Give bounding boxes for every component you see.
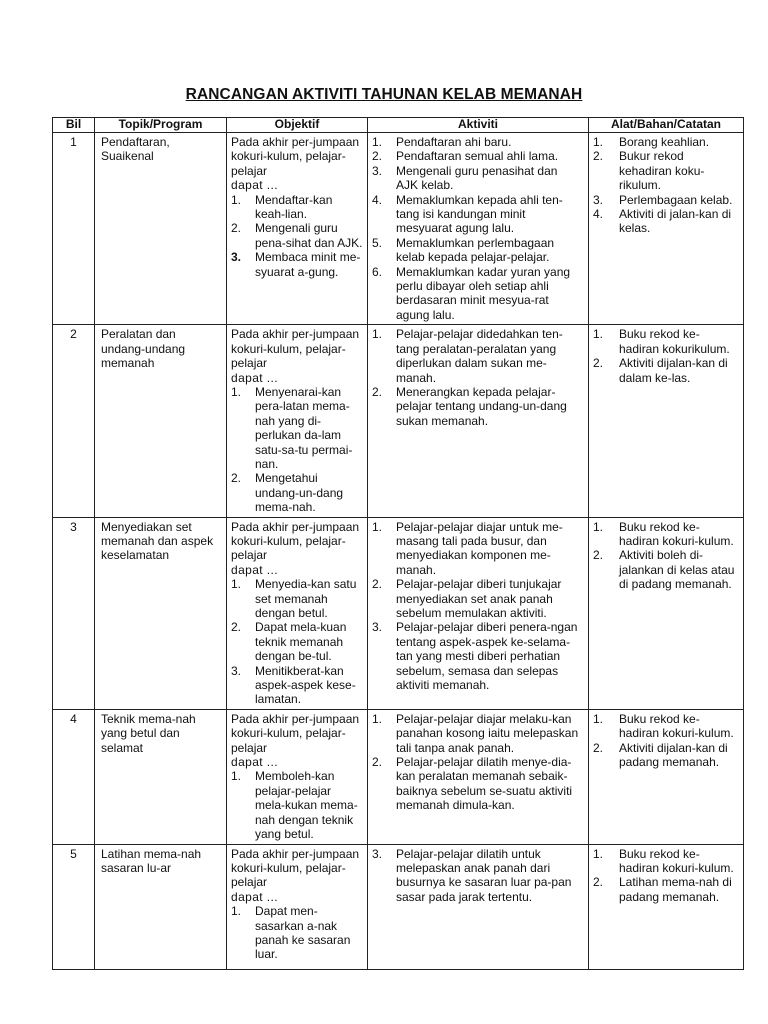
aktiviti-list xyxy=(372,847,582,905)
item-text: Buku rekod ke-hadiran kokuri-kulum. xyxy=(619,711,734,741)
item-text: Dapat men-sasarkan a-nak panah ke sasaran luar. xyxy=(255,904,351,962)
alat-list xyxy=(593,135,739,236)
objective-dapat: dapat ... xyxy=(231,755,278,770)
activity-item xyxy=(372,712,582,755)
item-text: Membaca minit me-syuarat a-gung. xyxy=(255,250,361,279)
item-text: Dapat mela-kuan teknik memanah dengan be-tul. xyxy=(255,620,347,664)
table-row xyxy=(53,325,744,517)
table-header-row xyxy=(53,118,744,133)
item-number: 3. xyxy=(372,846,383,861)
topic-cell: Peralatan dan undang-undang memanah xyxy=(95,325,227,517)
materials-item xyxy=(593,847,739,876)
materials-item xyxy=(593,207,739,236)
item-text: Aktiviti di jalan-kan di kelas. xyxy=(619,207,732,236)
item-text: Mengenali guru penasihat dan AJK kelab. xyxy=(396,163,558,193)
objective-item xyxy=(231,664,363,707)
row-number: 5 xyxy=(53,844,95,969)
item-number: 1. xyxy=(593,135,604,149)
objective-item xyxy=(231,471,363,514)
item-number: 6. xyxy=(372,264,383,279)
item-number: 3. xyxy=(231,250,242,265)
objective-cell xyxy=(227,709,368,844)
item-text: Pelajar-pelajar diberi penera-ngan tentang aspek-aspek ke-selama-tan yang mesti diberi perhatian sebelum, semasa dan selepas aktiviti memanah. xyxy=(396,620,578,693)
item-text: Bukur rekod kehadiran koku-rikulum. xyxy=(619,149,705,193)
item-number: 1. xyxy=(372,519,383,534)
topic-cell: Latihan mema-nah sasaran lu-ar xyxy=(95,844,227,969)
topic-cell: Menyediakan set memanah dan aspek keselamatan xyxy=(95,517,227,709)
item-text: Buku rekod ke-hadiran kokurikulum. xyxy=(619,327,730,356)
item-number: 2. xyxy=(593,356,604,371)
item-number: 1. xyxy=(593,519,604,534)
activity-item xyxy=(372,620,582,692)
materials-cell xyxy=(589,709,744,844)
item-number: 1. xyxy=(231,904,242,919)
objektif-list xyxy=(231,193,363,279)
table-row xyxy=(53,709,744,844)
materials-item xyxy=(593,356,739,385)
item-text: Menerangkan kepada pelajar-pelajar tentang undang-un-dang sukan memanah. xyxy=(396,384,567,428)
item-text: Pendaftaran semual ahli lama. xyxy=(396,149,559,164)
aktiviti-list xyxy=(372,135,582,322)
row-number: 4 xyxy=(53,709,95,844)
item-number: 1. xyxy=(231,192,242,207)
item-number: 1. xyxy=(231,769,242,784)
row-number: 1 xyxy=(53,133,95,325)
objective-item xyxy=(231,620,363,663)
materials-item xyxy=(593,875,739,904)
topic-cell: Pendaftaran, Suaikenal xyxy=(95,133,227,325)
materials-cell xyxy=(589,517,744,709)
item-text: Borang keahlian. xyxy=(619,135,710,149)
item-number: 1. xyxy=(231,577,242,592)
activity-item xyxy=(372,577,582,620)
alat-list xyxy=(593,847,739,905)
item-text: Aktiviti dijalan-kan di padang memanah. xyxy=(619,740,728,770)
objective-intro: Pada akhir per-jumpaan kokuri-kulum, pelajar-pelajar xyxy=(231,135,360,178)
item-number: 1. xyxy=(372,711,383,726)
header-objektif: Objektif xyxy=(227,118,368,133)
item-number: 4. xyxy=(593,207,604,222)
activity-cell xyxy=(368,517,589,709)
item-number: 2. xyxy=(372,577,383,592)
item-text: Memaklumkan kepada ahli ten-tang isi kandungan minit mesyuarat agung lalu. xyxy=(396,192,563,236)
alat-list xyxy=(593,712,739,770)
materials-item xyxy=(593,193,739,207)
activity-item xyxy=(372,193,582,236)
activity-item xyxy=(372,149,582,163)
item-number: 3. xyxy=(372,163,383,178)
item-number: 2. xyxy=(231,221,242,236)
item-text: Pelajar-pelajar didedahkan ten-tang peralatan-peralatan yang diperlukan dalam sukan me-manah. xyxy=(396,327,563,385)
objective-cell xyxy=(227,133,368,325)
materials-item xyxy=(593,135,739,149)
row-number: 2 xyxy=(53,325,95,517)
objective-item xyxy=(231,769,363,841)
item-text: Pelajar-pelajar diberi tunjukajar menyediakan set anak panah sebelum memulakan aktiviti. xyxy=(396,577,562,620)
item-text: Mendaftar-kan keah-lian. xyxy=(255,192,333,222)
document-title: RANCANGAN AKTIVITI TAHUNAN KELAB MEMANAH xyxy=(185,86,583,103)
item-number: 2. xyxy=(372,384,383,399)
item-number: 2. xyxy=(231,620,242,635)
aktiviti-list xyxy=(372,712,582,813)
header-alat: Alat/Bahan/Catatan xyxy=(589,118,744,133)
objective-intro: Pada akhir per-jumpaan kokuri-kulum, pelajar-pelajar xyxy=(231,711,360,755)
activity-item xyxy=(372,755,582,813)
item-text: Menyedia-kan satu set memanah dengan betul. xyxy=(255,577,357,620)
activity-cell xyxy=(368,133,589,325)
objective-cell xyxy=(227,844,368,969)
row-number: 3 xyxy=(53,517,95,709)
activity-cell xyxy=(368,709,589,844)
objective-intro: Pada akhir per-jumpaan kokuri-kulum, pelajar-pelajar xyxy=(231,846,360,890)
header-topik: Topik/Program xyxy=(95,118,227,133)
item-number: 1. xyxy=(593,711,604,726)
materials-item xyxy=(593,149,739,192)
item-text: Mengenali guru pena-sihat dan AJK. xyxy=(255,221,363,250)
objektif-list xyxy=(231,385,363,515)
item-text: Pendaftaran ahi baru. xyxy=(396,135,512,149)
item-number: 2. xyxy=(593,875,604,890)
item-text: Buku rekod ke-hadiran kokuri-kulum. xyxy=(619,519,734,548)
aktiviti-list xyxy=(372,327,582,428)
item-text: Pelajar-pelajar diajar untuk me-masang tali pada busur, dan menyediakan komponen me-manah. xyxy=(396,519,563,577)
activity-item xyxy=(372,164,582,193)
item-text: Memaklumkan perlembagaan kelab kepada pelajar-pelajar. xyxy=(396,235,555,265)
header-bil: Bil xyxy=(53,118,95,133)
objective-dapat: dapat ... xyxy=(231,178,278,193)
item-number: 3. xyxy=(593,192,604,207)
item-text: Aktiviti boleh di-jalankan di kelas atau di padang memanah. xyxy=(619,548,735,592)
item-number: 4. xyxy=(372,192,383,207)
activity-item xyxy=(372,236,582,265)
materials-item xyxy=(593,712,739,741)
objective-item xyxy=(231,221,363,250)
activity-item xyxy=(372,520,582,578)
objektif-list xyxy=(231,904,363,962)
item-number: 3. xyxy=(372,620,383,635)
objective-dapat: dapat ... xyxy=(231,562,278,577)
topic-cell: Teknik mema-nah yang betul dan selamat xyxy=(95,709,227,844)
materials-item xyxy=(593,548,739,591)
item-text: Perlembagaan kelab. xyxy=(619,192,733,207)
activity-item xyxy=(372,385,582,428)
item-number: 2. xyxy=(593,740,604,755)
item-number: 1. xyxy=(372,327,383,342)
table-row xyxy=(53,133,744,325)
item-number: 2. xyxy=(593,149,604,164)
item-number: 1. xyxy=(231,384,242,399)
item-number: 1. xyxy=(593,846,604,861)
header-aktiviti: Aktiviti xyxy=(368,118,589,133)
item-number: 1. xyxy=(372,135,383,149)
objective-item xyxy=(231,193,363,222)
item-text: Buku rekod ke-hadiran kokuri-kulum. xyxy=(619,846,734,875)
activity-item xyxy=(372,135,582,149)
objective-item xyxy=(231,577,363,620)
item-number: 2. xyxy=(593,548,604,563)
item-number: 1. xyxy=(593,327,604,342)
item-text: Menyenarai-kan pera-latan mema-nah yang di-perlukan da-lam satu-sa-tu permai-nan. xyxy=(255,384,353,471)
objektif-list xyxy=(231,577,363,707)
item-number: 5. xyxy=(372,235,383,250)
item-text: Pelajar-pelajar dilatih untuk melepaskan anak panah dari busurnya ke sasaran luar pa-pan sasar pada jarak tertentu. xyxy=(396,846,572,904)
item-number: 3. xyxy=(231,663,242,678)
objective-intro: Pada akhir per-jumpaan kokuri-kulum, pelajar-pelajar xyxy=(231,327,360,371)
materials-cell xyxy=(589,325,744,517)
activity-plan-table xyxy=(52,117,744,970)
item-text: Memaklumkan kadar yuran yang perlu dibayar oleh setiap ahli berdasaran minit mesyua-rat agung lalu. xyxy=(396,264,571,322)
activity-cell xyxy=(368,844,589,969)
materials-cell xyxy=(589,133,744,325)
objective-cell xyxy=(227,325,368,517)
aktiviti-list xyxy=(372,520,582,693)
activity-cell xyxy=(368,325,589,517)
objective-item xyxy=(231,250,363,279)
activity-item xyxy=(372,327,582,385)
materials-item xyxy=(593,741,739,770)
objective-dapat: dapat ... xyxy=(231,889,278,904)
objective-cell xyxy=(227,517,368,709)
objective-item xyxy=(231,904,363,962)
alat-list xyxy=(593,520,739,592)
table-row xyxy=(53,517,744,709)
item-number: 2. xyxy=(372,755,383,770)
item-number: 2. xyxy=(231,471,242,486)
item-text: Mengetahui undang-un-dang mema-nah. xyxy=(255,471,344,515)
item-text: Latihan mema-nah di padang memanah. xyxy=(619,875,732,904)
objektif-list xyxy=(231,769,363,841)
activity-item xyxy=(372,265,582,323)
objective-item xyxy=(231,385,363,471)
item-text: Menitikberat-kan aspek-aspek kese-lamatan. xyxy=(255,663,356,707)
materials-item xyxy=(593,520,739,549)
item-text: Aktiviti dijalan-kan di dalam ke-las. xyxy=(619,356,728,385)
table-row xyxy=(53,844,744,969)
item-text: Pelajar-pelajar diajar melaku-kan panahan kosong iaitu melepaskan tali tanpa anak panah. xyxy=(396,711,579,755)
objective-dapat: dapat ... xyxy=(231,370,278,385)
item-text: Pelajar-pelajar dilatih menye-dia-kan peralatan memanah sebaik-baiknya sebelum se-suatu aktiviti memanah dimula-kan. xyxy=(396,755,573,813)
activity-item xyxy=(372,847,582,905)
item-text: Memboleh-kan pelajar-pelajar mela-kukan mema-nah dengan teknik yang betul. xyxy=(255,769,358,842)
item-number: 2. xyxy=(372,149,383,164)
alat-list xyxy=(593,327,739,385)
materials-cell xyxy=(589,844,744,969)
objective-intro: Pada akhir per-jumpaan kokuri-kulum, pelajar-pelajar xyxy=(231,519,360,563)
materials-item xyxy=(593,327,739,356)
